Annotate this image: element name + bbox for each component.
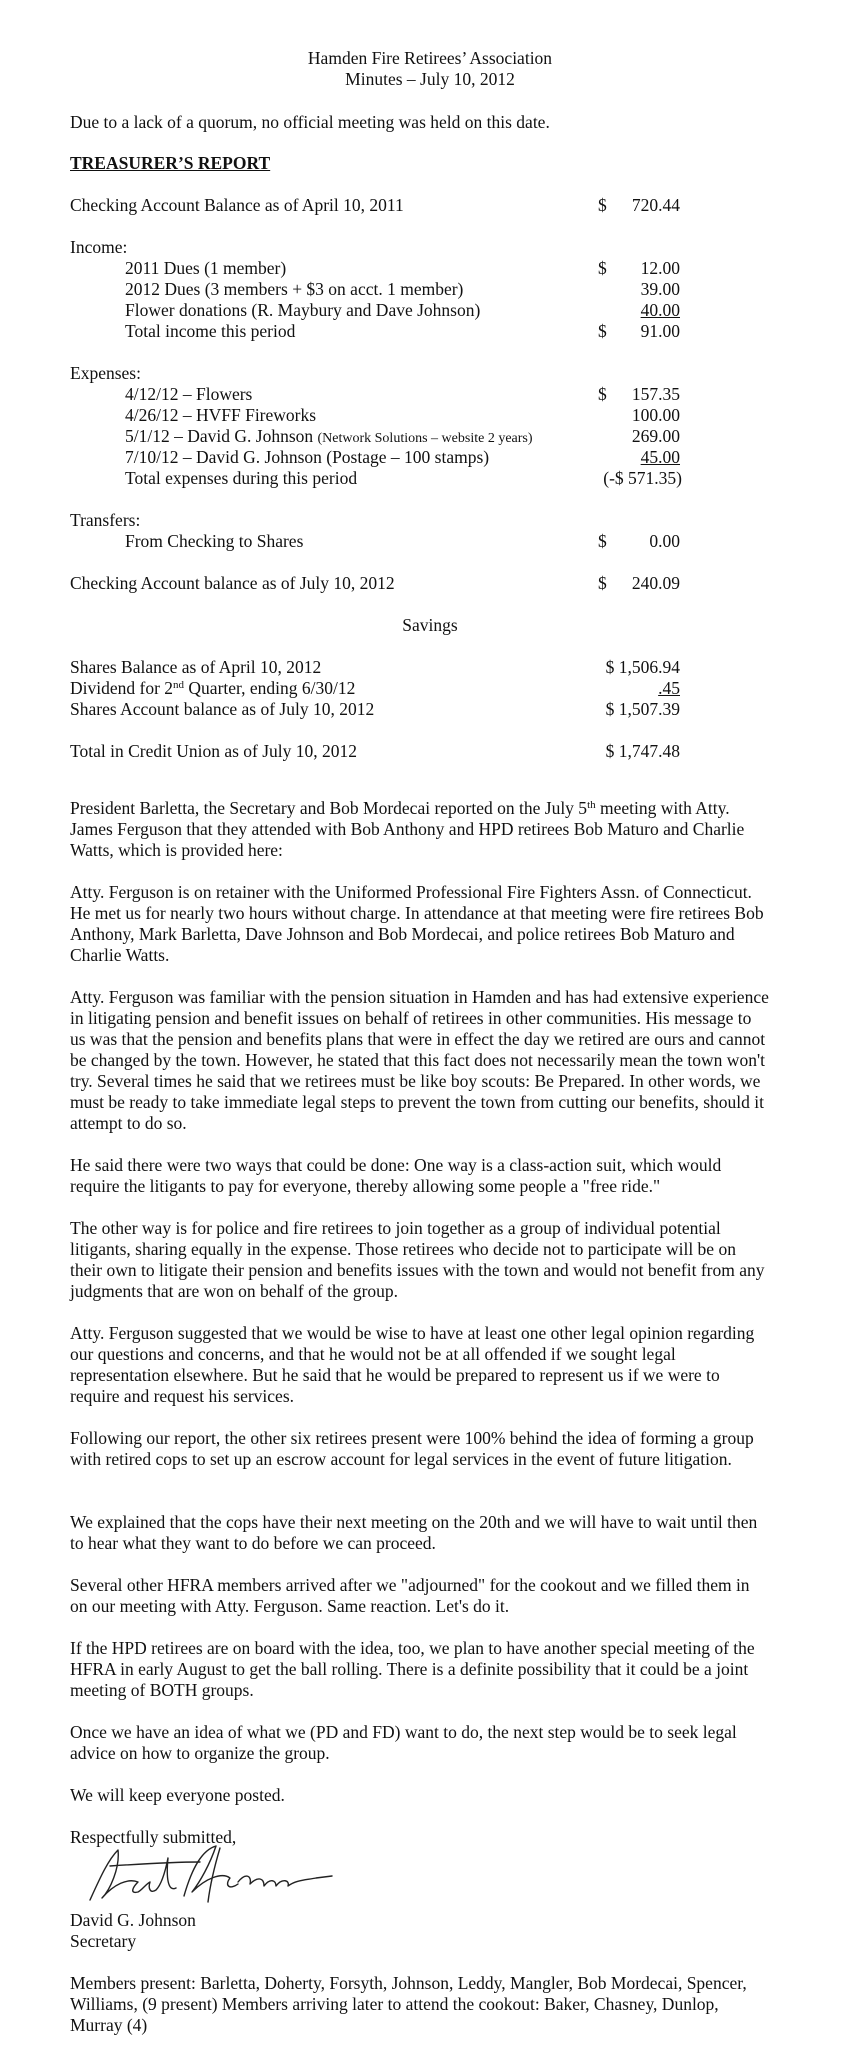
paragraph-legal-opinion: Atty. Ferguson suggested that we would be wise to have at least one other legal opinion regarding our questions and concerns, and that he would not be at all offended if we sought legal representation elsewhere. But he said that he would be prepared to represent us if we were to require and request his services. <box>70 1323 755 1406</box>
expense-item-label: 7/10/12 – David G. Johnson (Postage – 100 stamps) <box>125 447 490 467</box>
expense-item-amount: 45.00 <box>640 447 680 467</box>
paragraph-group-litigants: The other way is for police and fire retirees to join together as a group of individual potential litigants, sharing equally in the expense. Those retirees who decide not to participate will be on their own to litigate their pension and benefits issues with the town and would not benefit from any judgments that are won on behalf of the group. <box>70 1218 765 1301</box>
paragraph-escrow: Following our report, the other six retirees present were 100% behind the idea of forming a group with retired cops to set up an escrow account for legal services in the event of future litigation. <box>70 1428 754 1469</box>
income-total-label: Total income this period <box>125 321 296 341</box>
paragraph-attendance: Atty. Ferguson is on retainer with the Uniformed Professional Fire Fighters Assn. of Connecticut. He met us for nearly two hours without charge. In attendance at that meeting were fire retirees Bob Anthony, Mark Barletta, Dave Johnson and Bob Mordecai, and police retirees Bob Maturo and Charlie Watts. <box>70 882 764 965</box>
shares-start-label: Shares Balance as of April 10, 2012 <box>70 657 322 677</box>
paragraph-posted: We will keep everyone posted. <box>70 1785 285 1805</box>
dividend-label-rest: Quarter, ending 6/30/12 <box>184 678 356 698</box>
expenses-heading: Expenses: <box>70 363 141 383</box>
expense-item-note: (Network Solutions – website 2 years) <box>317 431 533 446</box>
expense-item-amount: 157.35 <box>631 384 680 404</box>
transfer-dollar: $ <box>598 531 607 551</box>
credit-union-total-label: Total in Credit Union as of July 10, 2012 <box>70 741 358 761</box>
minutes-date: Minutes – July 10, 2012 <box>345 69 515 89</box>
paragraph-text: meeting with Atty. James Ferguson that they attended with Bob Anthony and HPD retirees Bob Maturo and Charlie Watts, which is provided here: <box>70 798 745 860</box>
income-item-amount: 40.00 <box>640 300 680 320</box>
shares-end-amount: $ 1,507.39 <box>605 699 680 719</box>
secretary-title: Secretary <box>70 1931 137 1951</box>
transfer-amount: 0.00 <box>649 531 680 551</box>
dividend-label-text: Dividend for 2 <box>70 678 174 698</box>
paragraph-sup: th <box>587 799 596 811</box>
income-heading: Income: <box>70 237 128 257</box>
income-total-amount: 91.00 <box>640 321 680 341</box>
income-item-label: 2012 Dues (3 members + $3 on acct. 1 member) <box>125 279 464 299</box>
closing-balance-dollar: $ <box>598 573 607 593</box>
income-item-label: Flower donations (R. Maybury and Dave Johnson) <box>125 300 481 320</box>
intro-text: Due to a lack of a quorum, no official meeting was held on this date. <box>70 112 550 132</box>
shares-start-amount: $ 1,506.94 <box>605 657 680 677</box>
paragraph-special-meeting: If the HPD retirees are on board with the idea, too, we plan to have another special meeting of the HFRA in early August to get the ball rolling. There is a definite possibility that it could be a joint meeting of BOTH groups. <box>70 1638 755 1700</box>
expense-item-label: 4/26/12 – HVFF Fireworks <box>125 405 317 425</box>
expense-item-label: 4/12/12 – Flowers <box>125 384 253 404</box>
income-item-dollar: $ <box>598 258 607 278</box>
expense-item-dollar: $ <box>598 384 607 404</box>
credit-union-total-amount: $ 1,747.48 <box>605 741 680 761</box>
dividend-label-sup: nd <box>173 679 185 691</box>
paragraph-pension-situation: Atty. Ferguson was familiar with the pension situation in Hamden and has had extensive experience in litigating pension and benefit issues on behalf of retirees in other communities. His message to us was that the pension and benefits plans that were in effect the day we retired are ours and cannot be changed by the town. However, he stated that this fact does not necessarily mean the town won't try. Several times he said that we retirees must be like boy scouts: Be Prepared. In other words, we must be ready to take immediate legal steps to prevent the town from cutting our benefits, should it attempt to do so. <box>70 987 769 1133</box>
dividend-label <box>70 678 355 699</box>
opening-balance-dollar: $ <box>598 195 607 215</box>
income-item-amount: 12.00 <box>640 258 680 278</box>
members-present: Members present: Barletta, Doherty, Forsyth, Johnson, Leddy, Mangler, Bob Mordecai, Spencer, Williams, (9 present) Members arriving later to attend the cookout: Baker, Chasney, Dunlop, Murray (4) <box>70 1973 747 2035</box>
income-item-amount: 39.00 <box>640 279 680 299</box>
paragraph-text: President Barletta, the Secretary and Bob Mordecai reported on the July 5 <box>70 798 588 818</box>
transfer-label: From Checking to Shares <box>125 531 304 551</box>
paragraph-class-action: He said there were two ways that could be done: One way is a class-action suit, which would require the litigants to pay for everyone, thereby allowing some people a "free ride." <box>70 1155 722 1196</box>
expense-item-amount: 100.00 <box>631 405 680 425</box>
paragraph-cops-meeting: We explained that the cops have their next meeting on the 20th and we will have to wait until then to hear what they want to do before we can proceed. <box>70 1512 758 1553</box>
opening-balance-label: Checking Account Balance as of April 10, 2011 <box>70 195 404 215</box>
org-title: Hamden Fire Retirees’ Association <box>307 48 553 68</box>
closing-balance-amount: 240.09 <box>631 573 680 593</box>
opening-balance-amount: 720.44 <box>631 195 680 215</box>
handwritten-signature <box>80 1838 340 1910</box>
income-item-label: 2011 Dues (1 member) <box>125 258 287 278</box>
transfers-heading: Transfers: <box>70 510 141 530</box>
savings-heading: Savings <box>402 615 458 635</box>
income-total-dollar: $ <box>598 321 607 341</box>
closing-balance-label: Checking Account balance as of July 10, 2012 <box>70 573 395 593</box>
secretary-name: David G. Johnson <box>70 1910 196 1930</box>
expenses-total-label: Total expenses during this period <box>125 468 358 488</box>
valediction: Respectfully submitted, <box>70 1827 237 1847</box>
expense-item-text: 5/1/12 – David G. Johnson <box>125 426 314 446</box>
expenses-total-amount: (-$ 571.35) <box>603 468 682 488</box>
expense-item-label <box>125 426 533 449</box>
paragraph-next-step: Once we have an idea of what we (PD and FD) want to do, the next step would be to seek legal advice on how to organize the group. <box>70 1722 737 1763</box>
paragraph-cookout: Several other HFRA members arrived after we "adjourned" for the cookout and we filled them in on our meeting with Atty. Ferguson. Same reaction. Let's do it. <box>70 1575 750 1616</box>
shares-end-label: Shares Account balance as of July 10, 2012 <box>70 699 375 719</box>
dividend-amount: .45 <box>658 678 680 698</box>
paragraph-meeting-report <box>70 798 770 861</box>
treasurer-heading: TREASURER’S REPORT <box>70 153 271 173</box>
expense-item-amount: 269.00 <box>631 426 680 446</box>
